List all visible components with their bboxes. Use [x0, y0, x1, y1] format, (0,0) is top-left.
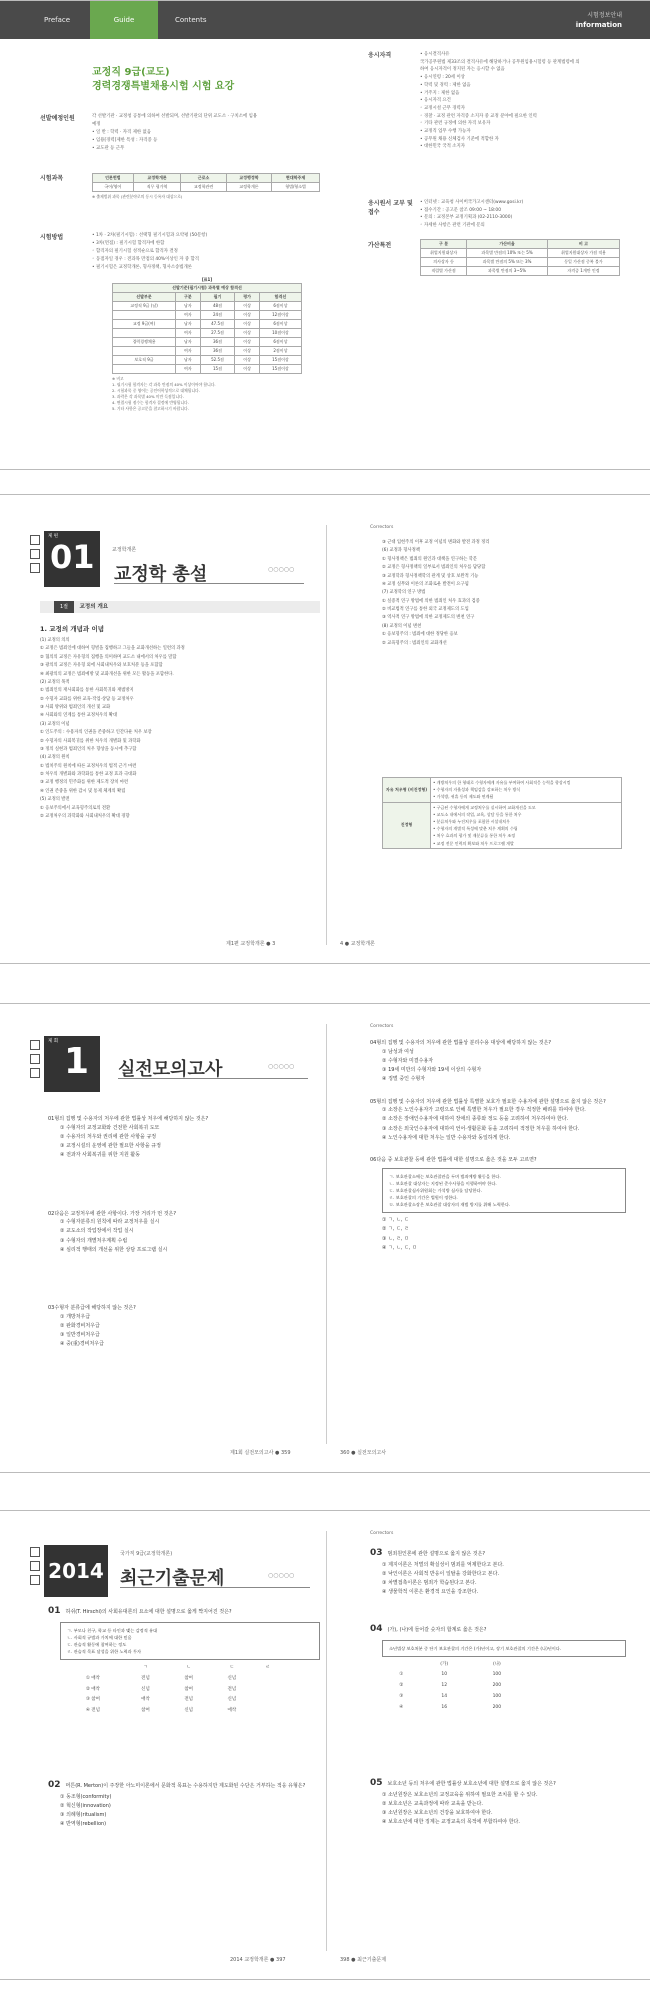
answer-option: ④ 징벌 중인 수형자: [382, 1076, 426, 1083]
chapter-subtag: 교정학개론: [112, 547, 137, 553]
sec-body-4: [420, 51, 620, 151]
past-subtag: 국가직 9급(교정학개론): [120, 1551, 173, 1557]
body-line: ③ 근대 입헌주의 이후 교정 이념의 변화와 발전 과정 정리: [382, 540, 490, 545]
body-line: ③ 교정 행정의 민주화를 위한 제도적 장치 마련: [40, 780, 129, 786]
answer-option: ② 혁신형(innovation): [60, 1802, 111, 1809]
body-line: ③ 광의의 교정은 자유형 외에 사회내처우와 보호처분 등을 포함함: [40, 663, 163, 669]
title-rule: [114, 583, 304, 584]
question-02: 02 머튼(R. Merton)이 주장한 아노미이론에서 문화적 목표는 수용하지만 제도화된 수단은 거부하는 적응 유형은? ① 동조형(conformity) ② 혁신형(innovation) ③ 의례형(ritualism) ④ 반역형(rebellion): [48, 1779, 320, 1830]
connectors-tag-3: Correctors: [370, 1024, 394, 1029]
table-row: 진정형 • 구금된 수형자에게 교정처우를 실시하여 교화개선을 도모 • 교도소 내에서의 작업, 교육, 상담 등을 통한 처우 • 분류처우와 누진처우를 포함한 시설내처우 • 수형자의 개별적 특성에 맞춘 처우 계획의 수립 • 처우 효과의 평가 및 재분류를 통한 처우 조정 • 교정 전문 인력의 확보와 처우 프로그램 개발: [383, 802, 622, 848]
body-line: ① 형사정책은 범죄의 원인과 대책을 연구하는 학문: [382, 556, 478, 562]
answer-option: ③ 수형자의 개별처우계획 수립: [60, 1237, 128, 1244]
table-row: 직렬별 가산점 과목별 만점의 3~5% 자격증 1개만 인정: [421, 267, 620, 276]
tab-guide[interactable]: Guide: [90, 1, 158, 39]
answer-option: ① ㄱ, ㄴ, ㄷ: [382, 1217, 409, 1224]
body-line: (4) 교정의 원칙: [40, 755, 70, 761]
title-rule-3: [118, 1078, 308, 1079]
past-title: 최근기출문제: [120, 1568, 225, 1589]
table-row: 여자 15점 이상 15점이상: [113, 365, 302, 374]
table-row: 여자 24점 이상 12점이상: [113, 311, 302, 320]
answer-option: ④ 보호소년에 대한 징계는 교정교육의 목적에 부합하여야 한다.: [382, 1819, 520, 1826]
chapter-title: 교정학 총설: [114, 564, 208, 585]
title-dots: ○○○○○: [268, 566, 295, 573]
answer-option: ④ 노인수용자에 대한 처우는 일반 수용자와 동일하게 한다.: [382, 1134, 511, 1141]
answer-option: ③ 일반경비처우급: [60, 1332, 100, 1338]
center-rule-4: [326, 1531, 327, 1951]
body-line: ◦ 교정시설 근무 경력자: [420, 105, 465, 111]
heading-1: 1. 교정의 개념과 이념: [40, 625, 105, 633]
body-line: ④ 교정 실무와 이론의 조화로운 발전이 요구됨: [382, 581, 469, 587]
table-row: 취업지원대상자 과목별 만점의 10% 또는 5% 취업지원대상자 가점 적용: [421, 249, 620, 258]
page-mock-exam: [0, 1003, 650, 1473]
body-line: ① 법치주의 원칙에 따른 교정처우의 법적 근거 마련: [40, 763, 137, 769]
answer-option: ④ 심리적 행태의 개선을 위한 상담 프로그램 실시: [60, 1246, 168, 1253]
body-line: (3) 교정의 이념: [40, 721, 70, 727]
center-rule-3: [326, 1024, 327, 1444]
answer-option: ① 수형자의 교정교화와 건전한 사회복귀 도모: [60, 1124, 160, 1131]
body-line: ① 인도주의 : 수용자의 인권을 존중하고 인간다운 처우 보장: [40, 730, 152, 736]
question-04: 04 (가), (나)에 들어갈 숫자의 합계로 옳은 것은? 소년법상 보호처분 중 단기 보호관찰의 기간은 (가)년이고, 장기 보호관찰의 기간은 (나)년이다. (가) (나) ① 10 100 ② 12 200 ③ 14 100 ④ 16 200: [370, 1623, 626, 1713]
body-line: ② 수형자의 사회복귀를 위한 처우의 개별화 및 과학화: [40, 738, 141, 744]
body-line: ② 교정은 형사정책의 일부로서 범죄인의 처우를 담당함: [382, 565, 486, 571]
connectors-tag: Correctors: [370, 525, 394, 530]
body-line: • 응시결격사유: [420, 52, 450, 57]
footer-right: 4 ● 교정학개론: [340, 941, 375, 947]
note-line: 2. 시험과목 중 영어는 공인어학성적으로 대체됩니다.: [112, 388, 200, 394]
answer-option: ③ 의례형(ritualism): [60, 1812, 107, 1818]
answer-option: ④ 생물학적 이론은 환경적 요인을 강조한다.: [382, 1589, 479, 1596]
body-line: • 공무원 채용 신체검사 기준에 적합한 자: [420, 136, 499, 142]
section-bar: 1절 교정의 개요: [40, 601, 320, 613]
question-01: 01형의 집행 및 수용자의 처우에 관한 법률상 처우에 해당하지 않는 것은? ① 수형자의 교정교화와 건전한 사회복귀 도모 ② 수용자의 처우와 권리에 관한 사항을 규정 ③ 교정시설의 운영에 관한 필요한 사항을 규정 ④ 전과자 사회복귀를 위한 지원 활동: [48, 1116, 318, 1161]
exam-badge: 제 회 1: [44, 1036, 100, 1092]
body-line: ① 응보주의에서 교육형주의로의 전환: [40, 805, 111, 811]
body-line: (7) 교정학의 연구 방법: [382, 590, 426, 596]
question-02: 02다음은 교정처우에 관한 사항이다. 가장 거리가 먼 것은? ① 수형자분류의 원칙에 따라 교정처우를 실시 ② 교도소의 작업장에서 작업 실시 ③ 수형자의 개별처우계획 수립 ④ 심리적 행태의 개선을 위한 상담 프로그램 실시: [48, 1211, 318, 1256]
body-line: • 대한민국 국적 소지자: [420, 144, 465, 150]
table-row: 교정직 9급 (남) 남자 48점 이상 6점이상: [113, 302, 302, 311]
table-row: 자유 처우형 (비진정형) • 개방처우의 한 형태로 수형자에게 자유를 부여하여 사회적응 능력을 향상시킴 • 수형자의 자율성과 책임감을 강조하는 처우 방식 • 가석방, 귀휴 등의 제도와 연계됨: [383, 778, 622, 803]
footer-left-4: 2014 교정학개론 ● 397: [230, 1957, 286, 1963]
header-right-top: 시험정보안내: [587, 12, 622, 19]
answer-option: ① 제지이론은 처벌의 확실성이 범죄를 억제한다고 본다.: [382, 1561, 504, 1568]
body-line: ① 응보형주의 : 범죄에 대한 정당한 응보: [382, 632, 458, 638]
right-questions: [370, 1040, 626, 1267]
question-04: 04형의 집행 및 수용자의 처우에 관한 법률상 분리수용 대상에 해당하지 않는 것은? ① 남성과 여성 ② 수형자와 미결수용자 ③ 19세 미만의 수형자와 19세 이상의 수형자 ④ 징벌 중인 수형자: [370, 1040, 626, 1085]
table-row: 보호직 9급 남자 52.5점 이상 15점이상: [113, 356, 302, 365]
answer-option: ① 남성과 여성: [382, 1048, 414, 1055]
body-line: • 거주지 : 제한 없음: [420, 90, 460, 96]
exam-title: 실전모의고사: [118, 1059, 223, 1080]
year-badge: 2014: [44, 1545, 108, 1597]
body-line: (5) 교정의 발전: [40, 797, 70, 803]
footer-left-3: 제1회 실전모의고사 ● 359: [230, 1450, 291, 1456]
body-line: • 응시자격 요건: [420, 98, 451, 104]
body-line: (2) 교정의 목적: [40, 679, 70, 685]
subject-table: 언론헌법 교정학개론 근로소 교정행정학 현대학주제 국어/영어 직무 평가역 교정학관련 교정학개론 형법/형소법 ※ 출제범위 과목 (관련분야로의 동시 등록자 대상으로): [92, 173, 320, 200]
body-line: ① 교정은 범죄인에 대하여 형벌을 집행하고 그들을 교화개선하는 일련의 과정: [40, 646, 185, 652]
body-line: ① 실증적 연구 방법에 의한 범죄인 처우 효과의 검증: [382, 598, 480, 604]
answer-option: ② 수형자와 미결수용자: [382, 1057, 434, 1064]
body-line: ◦ 경찰 · 교정 관련 자격증 소지자 중 교정 분야에 필요한 인력: [420, 113, 537, 119]
footer-right-3: 360 ● 실전모의고사: [340, 1450, 387, 1456]
body-line: ② 교육형주의 : 범죄인의 교화개선: [382, 640, 447, 646]
body-line: ③ 사회 방위와 범죄인의 개선 및 교화: [40, 705, 111, 710]
body-line: • 학력 및 경력 : 제한 없음: [420, 82, 471, 88]
question-03: 03 범죄원인론에 관한 설명으로 옳지 않은 것은? ① 제지이론은 처벌의 확실성이 범죄를 억제한다고 본다. ② 낙인이론은 사회적 반응이 일탈을 강화한다고 본다. ③ 차별접촉이론은 범죄가 학습된다고 본다. ④ 생물학적 이론은 환경적 요인을 강조한다.: [370, 1547, 626, 1598]
answer-option: ④ ㄱ, ㄴ, ㄷ, ㅁ: [382, 1244, 417, 1251]
body-line: ② 비교법적 연구를 통한 외국 교정제도의 도입: [382, 607, 469, 612]
body-line: 국가공무원법 제33조의 결격사유에 해당하거나 공무원임용시험령 등 관계법령에 의: [420, 59, 580, 65]
answer-option: ① 동조형(conformity): [60, 1793, 112, 1800]
answer-option: ③ 19세 미만의 수형자와 19세 이상의 수형자: [382, 1067, 482, 1073]
answer-option: ① 소장은 노인수용자가 고령으로 인해 특별한 처우가 필요한 경우 적정한 배려를 하여야 한다.: [382, 1107, 586, 1113]
page-chapter: [0, 494, 650, 964]
sec-body-3: • 1차 · 2차(필기시험) : 선택형 필기시험과 요약평 (50문항) • 3차(면접) : 필기시험 합격자에 한함 ◦ 합격자의 필기시험 성적순으로 합격자 결정 ◦ 동점자일 경우 : 전과목 만점의 40%이상인 자 중 합격 • 필기시험은 교정학개론, 형사정책, 형사소송법개론: [92, 233, 208, 270]
answer-option: ② 교도소의 작업장에서 작업 실시: [60, 1228, 134, 1235]
note-line: 4. 면접시험 점수는 합격자 결정에 반영됩니다.: [112, 400, 189, 406]
center-rule: [326, 525, 327, 945]
answer-option: ② 수용자의 처우와 권리에 관한 사항을 규정: [60, 1133, 157, 1140]
table-row: 의사상자 등 과목별 만점의 5% 또는 3% 동일 가산점 중복 불가: [421, 258, 620, 267]
note-line: 5. 기타 사항은 공고문을 참고하시기 바랍니다.: [112, 406, 189, 412]
footer-left: 제1편 교정학개론 ● 3: [226, 941, 276, 947]
table-row: 여자 36점 이상 2점이상: [113, 347, 302, 356]
body-line: • 문의 : 교정본부 교정기획과 (02-2110-3000): [420, 215, 513, 221]
table-row: 경력경쟁채용 남자 36점 이상 6점이상: [113, 338, 302, 347]
answer-option: ③ 교정시설의 운영에 관한 필요한 사항을 규정: [60, 1143, 161, 1149]
answer-option: ② 완화경비처우급: [60, 1322, 100, 1329]
guide-title-2: 경력경쟁특별채용시험 시험 요강: [92, 81, 235, 92]
answer-option: ④ 전과자 사회복귀를 위한 지원 활동: [60, 1152, 141, 1159]
answer-option: ④ 중(重)경비처우급: [60, 1341, 104, 1348]
sec-label-5: 응시원서 교부 및 접수: [368, 200, 413, 216]
sec-label-1: 선발예정인원: [40, 115, 75, 122]
table-row: 여자 27.5점 이상 10점이상: [113, 329, 302, 338]
body-line: (8) 교정의 이념 변천: [382, 623, 422, 629]
side-table: [382, 777, 622, 849]
question-05: 05 보호소년 등의 처우에 관한 법률상 보호소년에 대한 설명으로 옳지 않은 것은? ① 소년원장은 보호소년의 교정교육을 위하여 필요한 조치를 할 수 있다. ② 보호소년은 교육과정에 따라 교육을 받는다. ③ 소년원장은 보호소년의 건강을 보호하여야 한다. ④ 보호소년에 대한 징계는 교정교육의 목적에 부합하여야 한다.: [370, 1777, 626, 1828]
body-line: ◦ 기타 관련 규정에 의한 자격 보유자: [420, 121, 491, 127]
answer-option: ③ ㄴ, ㄹ, ㅁ: [382, 1235, 409, 1242]
left-questions: [48, 1116, 318, 1400]
body-line: • 접수기간 : 공고문 참조 09:00 ~ 18:00: [420, 207, 501, 213]
guide-title-1: 교정직 9급(교도): [92, 67, 170, 78]
answer-option: ② 소장은 장애인수용자에 대하여 장애의 종류와 정도 등을 고려하여 처우하여야 한다.: [382, 1116, 569, 1123]
bonus-table: 구 분 가산비율 비 고 취업지원대상자 과목별 만점의 10% 또는 5% 취업지원대상자 가점 적용 의사상자 등 과목별 만점의 5% 또는 3% 동일 가산점 중복 불가 직렬별 가산점 과목별 만점의 3~5% 자격증 1개만 인정: [420, 239, 620, 276]
body-line: ② 협의의 교정은 자유형의 집행을 의미하며 교도소 내에서의 처우를 말함: [40, 654, 177, 660]
body-line: ◦ 자세한 사항은 관련 기관에 문의: [420, 223, 485, 229]
question-05: 05형의 집행 및 수용자의 처우에 관한 법률상 특별한 보호가 필요한 수용자에 관한 설명으로 옳지 않은 것은? ① 소장은 노인수용자가 고령으로 인해 특별한 처우가 필요한 경우 적정한 배려를 하여야 한다. ② 소장은 장애인수용자에 대하여 장애의 종류와 정도 등을 고려하여 처우하여야 한다. ③ 소장은 외국인수용자에 대하여 언어·생활문화 등을 고려하여 적정한 처우를 하여야 한다. ④ 노인수용자에 대한 처우는 일반 수용자와 동일하게 한다.: [370, 1099, 626, 1144]
note-line: 3. 과락은 각 과목별 40% 미만 득점입니다.: [112, 394, 184, 400]
footer-right-4: 398 ● 최근기출문제: [340, 1957, 387, 1963]
answer-option: ③ 소장은 외국인수용자에 대하여 언어·생활문화 등을 고려하여 적정한 처우를 하여야 한다.: [382, 1125, 580, 1132]
body-line: (6) 교정과 형사정책: [382, 548, 420, 554]
body-line: ③ 정의 실현과 범죄인의 처우 향상을 동시에 추구함: [40, 746, 137, 752]
sec-label-3: 시험방법: [40, 234, 64, 241]
body-line: ④ 인권 존중을 위한 감시 및 통제 체계의 확립: [40, 788, 126, 794]
page-past-exam: [0, 1510, 650, 1980]
question-03: 03수형자 분류급에 해당하지 않는 것은? ① 개방처우급 ② 완화경비처우급 ③ 일반경비처우급 ④ 중(重)경비처우급: [48, 1305, 318, 1350]
body-line: 하여 응시자격이 정지된 자는 응시할 수 없음: [420, 67, 505, 73]
tab-preface[interactable]: Preface: [44, 16, 71, 24]
page-guide: [0, 0, 650, 470]
score-table: [표1] 선발기준(필기시험) 과목별 예상 합격선 선발부문 구분 필기 평가 합격선 교정직 9급 (남) 남자 48점 이상 6점이상 여자 24점 이상 12점이상 교정 9급(여) 남자 47.5점 이상 6점이상 여자 27.5점 이상 10점이상 경력경쟁채용 남자 36점 이상 6점이상 여자 36점 이상 2점이상 보호직 9급 남자 52.5점 이상 15점이상 여자 15점 이상 15점이상 ※ 비고 1. 필기시험 합격자는 각 과목 만점의 40% 이상이어야 합니다. 2. 시험과목 중 영어는 공인어학성적으로 대체됩니다. 3. 과락은 각 과목별 40% 미만 득점입니다. 4. 면접시험 점수는 합격자 결정에 반영됩니다. 5. 기타 사항은 공고문을 참고하시기 바랍니다.: [112, 277, 302, 412]
sec-body-1: 각 선발기관 · 교정청 공통에 의하여 선발되며, 선발기관의 단위 교도소 · 구치소에 임용 예정 • 일 반 : 학력 · 자격 제한 없음 • 임용[경력]제한 특성 : 자격증 등 • 교도관 등 근무: [92, 114, 258, 151]
body-line: ③ 역사적 연구 방법에 의한 교정제도의 변천 연구: [382, 615, 475, 621]
question-01: 01 허쉬(T. Hirschi)의 사회유대론의 요소에 대한 설명으로 옳게 짝지어진 것은? ㄱ. 부모나 친구, 학교 등 타인과 맺는 감정적 유대 ㄴ. 사회적 규범과 가치에 대한 믿음 ㄷ. 관습적 활동에 참여하는 정도 ㄹ. 관습적 목표 달성을 위한 노력과 투자 ㄱ ㄴ ㄷ ㄹ ① 애착 전념 참여 신념 ② 애착 신념 참여 전념 ③ 참여 애착 전념 신념 ④ 전념 참여 신념 애착: [48, 1605, 320, 1717]
title-rule-4: [120, 1587, 310, 1588]
note-line: 1. 필기시험 합격자는 각 과목 만점의 40% 이상이어야 합니다.: [112, 382, 216, 388]
tab-contents[interactable]: Contents: [175, 16, 207, 24]
question-06: 06다음 중 보호관찰 등에 관한 법률에 대한 설명으로 옳은 것을 모두 고르면? ㄱ. 보호관찰소에는 보호관찰관을 두며 범죄예방 활동을 한다. ㄴ. 보호관찰 대상자는 지정된 준수사항을 이행하여야 한다. ㄷ. 보호관찰심사위원회는 가석방 심사를 담당한다. ㄹ. 보호관찰의 기간은 법원이 정한다. ㅁ. 보호관찰소장은 보호관찰 대상자의 재범 방지를 위해 노력한다. ① ㄱ, ㄴ, ㄷ ② ㄱ, ㄷ, ㄹ ③ ㄴ, ㄹ, ㅁ ④ ㄱ, ㄴ, ㄷ, ㅁ: [370, 1157, 626, 1253]
body-line: (1) 교정의 의의: [40, 638, 70, 643]
right-body: [382, 539, 622, 648]
answer-option: ④ 반역형(rebellion): [60, 1821, 107, 1828]
body-line: • 응시연령 : 20세 이상: [420, 75, 465, 81]
body-line: ④ 사회와의 연계를 통한 교정처우의 확대: [40, 713, 118, 719]
body-line: ③ 교정학과 형사정책학의 관계 및 상호 보완적 기능: [382, 573, 479, 579]
body-line: • 교정직 업무 수행 가능자: [420, 129, 471, 135]
body-line: • 인터넷 : 교육청 사이버국가고시센터(www.gosi.kr): [420, 200, 524, 205]
header-bar: [0, 1, 650, 39]
header-right-bottom: information: [575, 21, 622, 29]
sec-label-4: 응시자격: [368, 52, 392, 59]
body-line: ② 교정처우의 과학화와 사회내처우의 확대 경향: [40, 813, 130, 819]
answer-option: ② 낙인이론은 사회적 반응이 일탈을 강화한다고 본다.: [382, 1570, 500, 1577]
answer-option: ② ㄱ, ㄷ, ㄹ: [382, 1226, 409, 1233]
body-line: ④ 최광의의 교정은 범죄예방 및 교화개선을 위한 모든 활동을 포함한다.: [40, 671, 174, 677]
answer-option: ③ 소년원장은 보호소년의 건강을 보호하여야 한다.: [382, 1810, 493, 1816]
note-line: ※ 비고: [112, 376, 124, 381]
answer-option: ② 보호소년은 교육과정에 따라 교육을 받는다.: [382, 1800, 483, 1807]
sec-label-6: 가산특전: [368, 242, 392, 249]
answer-option: ① 소년원장은 보호소년의 교정교육을 위하여 필요한 조치를 할 수 있다.: [382, 1791, 538, 1798]
left-body: [40, 637, 322, 821]
connectors-tag-4: Correctors: [370, 1531, 394, 1536]
sec-label-2: 시험과목: [40, 175, 64, 182]
body-line: ② 수형자 교화를 위한 교육·작업·상담 등 교정처우: [40, 696, 134, 702]
answer-option: ① 개방처우급: [60, 1313, 91, 1320]
answer-option: ① 수형자분류의 원칙에 따라 교정처우를 실시: [60, 1219, 160, 1225]
title-dots-3: ○○○○○: [268, 1063, 295, 1070]
title-dots-4: ○○○○○: [268, 1572, 295, 1579]
sec-body-5: [420, 199, 620, 230]
body-line: ② 처우의 개별화와 과학화를 통한 교정 효과 극대화: [40, 772, 137, 777]
body-line: ① 범죄인의 재사회화를 통한 사회복귀와 재범방지: [40, 688, 134, 694]
table-row: 교정 9급(여) 남자 47.5점 이상 6점이상: [113, 320, 302, 329]
chapter-badge: 제 편 01: [44, 531, 100, 587]
answer-option: ③ 차별접촉이론은 범죄가 학습된다고 본다.: [382, 1580, 477, 1586]
